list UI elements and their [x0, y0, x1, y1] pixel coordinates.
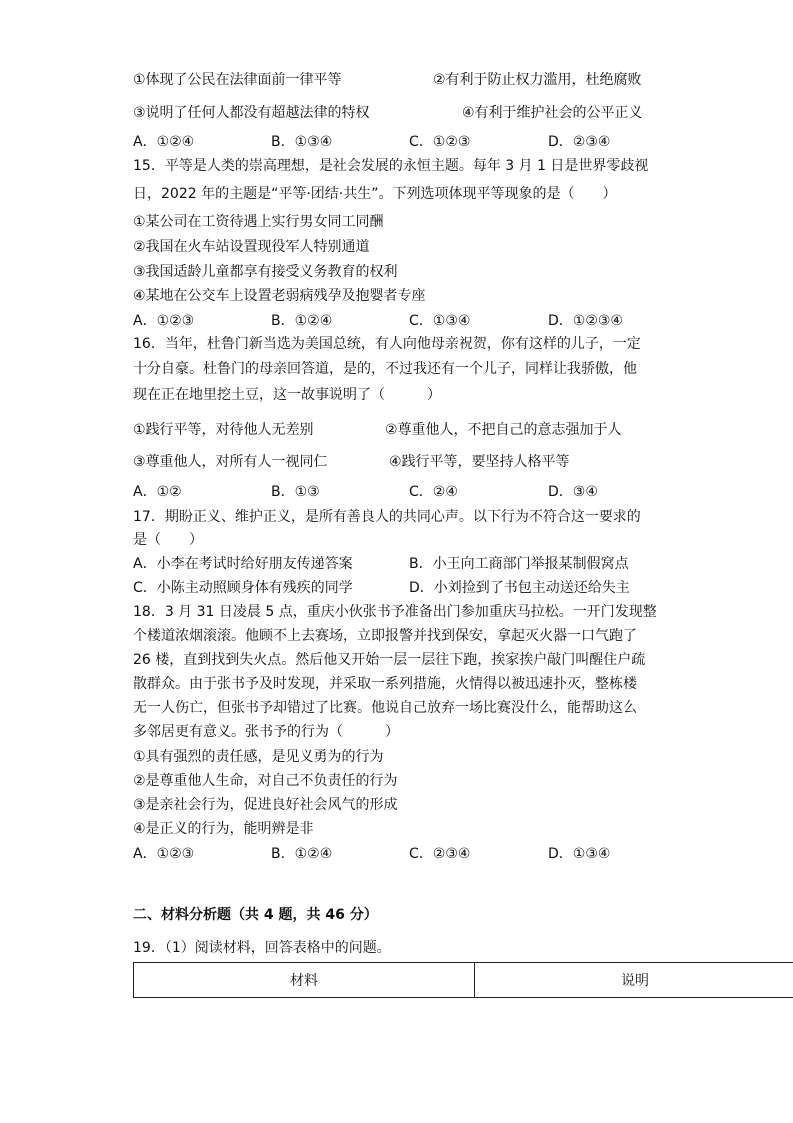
section-2-title: 二、材料分析题（共 4 题，共 46 分） — [133, 907, 378, 923]
q17-stem-line-1: 17．期盼正义、维护正义，是所有善良人的共同心声。以下行为不符合这一要求的 — [133, 509, 641, 525]
q15-option-b: B．①②④ — [271, 313, 333, 329]
q18-stem-line-6: 多邻居更有意义。张书予的行为（ ） — [133, 724, 399, 740]
header-explanation: 说明 — [475, 963, 793, 998]
q18-statement-2: ②是尊重他人生命，对自己不负责任的行为 — [133, 773, 398, 789]
q18-option-d: D．①③④ — [548, 846, 611, 862]
q14-statement-2: ②有利于防止权力滥用，杜绝腐败 — [433, 72, 642, 88]
q18-statement-4: ④是正义的行为，能明辨是非 — [133, 821, 314, 837]
q16-stem-line-2: 十分自豪。杜鲁门的母亲回答道，是的，不过我还有一个儿子，同样让我骄傲，他 — [133, 361, 637, 377]
q15-stem-line-1: 15．平等是人类的崇高理想，是社会发展的永恒主题。每年 3 月 1 日是世界零歧视 — [133, 158, 649, 174]
q16-statement-4: ④践行平等，要坚持人格平等 — [389, 454, 570, 470]
q18-stem-line-3: 26 楼，直到找到失火点。然后他又开始一层一层往下跑，挨家挨户敲门叫醒住户疏 — [133, 652, 646, 668]
q17-option-c: C．小陈主动照顾身体有残疾的同学 — [133, 580, 353, 596]
q15-option-a: A．①②③ — [133, 313, 195, 329]
q16-option-d: D．③④ — [548, 484, 598, 500]
q14-option-c: C．①②③ — [409, 134, 471, 150]
q15-stem-line-2: 日，2022 年的主题是“平等·团结·共生”。下列选项体现平等现象的是（ ） — [133, 186, 617, 202]
q14-option-b: B．①③④ — [271, 134, 333, 150]
q16-statement-3: ③尊重他人，对所有人一视同仁 — [133, 454, 328, 470]
q18-stem-line-4: 散群众。由于张书予及时发现，并采取一系列措施，火情得以被迅速扑灭，整栋楼 — [133, 676, 637, 692]
q18-option-a: A．①②③ — [133, 846, 195, 862]
q16-stem-line-1: 16．当年，杜鲁门新当选为美国总统，有人向他母亲祝贺，你有这样的儿子，一定 — [133, 336, 641, 352]
q18-stem-line-1: 18．3 月 31 日凌晨 5 点，重庆小伙张书予准备出门参加重庆马拉松。一开门发现整 — [133, 604, 657, 620]
q18-statement-3: ③是亲社会行为，促进良好社会风气的形成 — [133, 797, 398, 813]
q14-option-a: A．①②④ — [133, 134, 195, 150]
q17-stem-line-2: 是（ ） — [133, 532, 203, 548]
q16-option-c: C．②④ — [409, 484, 458, 500]
q18-statement-1: ①具有强烈的责任感，是见义勇为的行为 — [133, 749, 384, 765]
q15-option-d: D．①②③④ — [548, 313, 623, 329]
q14-option-d: D．②③④ — [548, 134, 611, 150]
material-table — [133, 962, 793, 998]
q17-option-b: B．小王向工商部门举报某制假窝点 — [409, 556, 629, 572]
q18-stem-line-2: 个楼道浓烟滚滚。他顾不上去赛场，立即报警并找到保安，拿起灭火器一口气跑了 — [133, 628, 637, 644]
q17-option-a: A．小李在考试时给好朋友传递答案 — [133, 556, 353, 572]
q16-option-a: A．①② — [133, 484, 182, 500]
q16-statement-1: ①践行平等，对待他人无差别 — [133, 422, 314, 438]
q15-statement-4: ④某地在公交车上设置老弱病残孕及抱婴者专座 — [133, 288, 426, 304]
q16-statement-2: ②尊重他人，不把自己的意志强加于人 — [385, 422, 622, 438]
q15-option-c: C．①③④ — [409, 313, 471, 329]
header-material: 材料 — [134, 963, 475, 998]
q18-stem-line-5: 无一人伤亡，但张书予却错过了比赛。他说自己放弃一场比赛没什么，能帮助这么 — [133, 700, 637, 716]
q15-statement-3: ③我国适龄儿童都享有接受义务教育的权利 — [133, 264, 398, 280]
q18-option-b: B．①②④ — [271, 846, 333, 862]
material-table-header-row — [134, 963, 793, 998]
q16-option-b: B．①③ — [271, 484, 320, 500]
q14-statement-1: ①体现了公民在法律面前一律平等 — [133, 72, 342, 88]
q15-statement-1: ①某公司在工资待遇上实行男女同工同酬 — [133, 214, 384, 230]
q19-stem: 19．（1）阅读材料，回答表格中的问题。 — [133, 940, 391, 956]
q14-statement-4: ④有利于维护社会的公平正义 — [462, 105, 643, 121]
q18-option-c: C．②③④ — [409, 846, 471, 862]
q17-option-d: D．小刘捡到了书包主动送还给失主 — [409, 580, 630, 596]
q15-statement-2: ②我国在火车站设置现役军人特别通道 — [133, 239, 370, 255]
q14-statement-3: ③说明了任何人都没有超越法律的特权 — [133, 105, 370, 121]
q16-stem-line-3: 现在正在地里挖土豆，这一故事说明了（ ） — [133, 387, 441, 403]
